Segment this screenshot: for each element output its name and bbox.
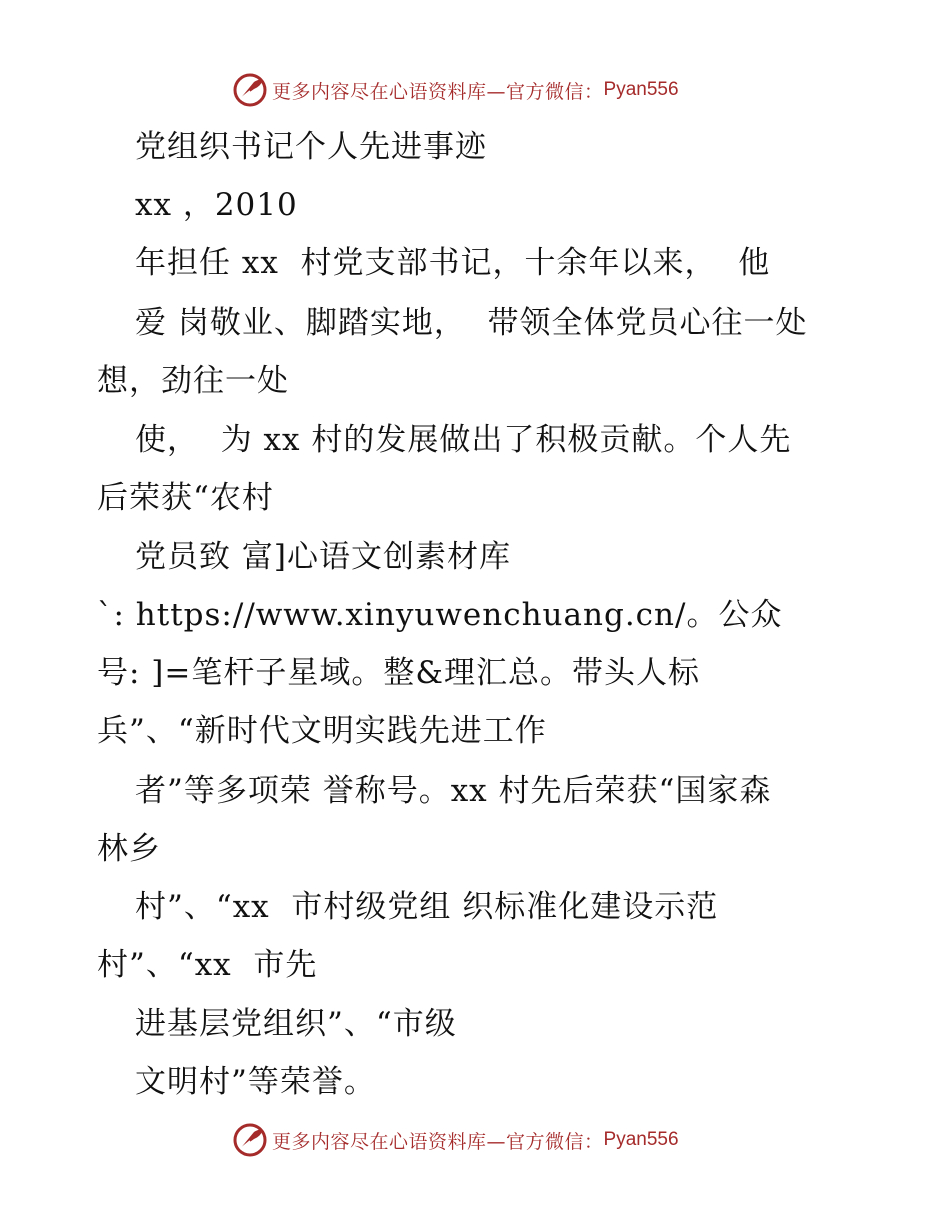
body-line: xx ，2010 — [135, 187, 298, 223]
body-line: 想，劲往一处 — [97, 363, 289, 399]
watermark-wechat-id: Pyan556 — [603, 1129, 679, 1150]
body-line: 使， 为 xx 村的发展做出了积极贡献。个人先 — [135, 422, 792, 458]
body-line: 村”、“xx 市先 — [97, 947, 318, 983]
body-line: 后荣获“农村 — [97, 480, 274, 516]
body-line: `: https://www.xinyuwenchuang.cn/。公众 — [97, 597, 783, 633]
body-line: 年担任 xx 村党支部书记，十余年以来， 他 — [135, 245, 771, 281]
footer-watermark — [232, 1120, 732, 1160]
watermark-text: 更多内容尽在心语资料库—官方微信： — [272, 1130, 604, 1153]
body-line: 党员致 富]心语文创素材库 — [135, 539, 511, 575]
body-line: 兵”、“新时代文明实践先进工作 — [97, 713, 547, 749]
watermark-text: 更多内容尽在心语资料库—官方微信： — [272, 80, 604, 103]
body-line: 进基层党组织”、“市级 — [135, 1006, 457, 1042]
body-line: 爱 岗敬业、脚踏实地， 带领全体党员心往一处 — [135, 305, 808, 341]
watermark-wechat-id: Pyan556 — [603, 79, 679, 100]
document-title: 党组织书记个人先进事迹 — [135, 129, 487, 165]
body-line: 文明村”等荣誉。 — [135, 1064, 376, 1100]
body-line: 林乡 — [97, 831, 161, 867]
quill-logo-icon — [232, 1122, 268, 1158]
body-line: 号: ]=笔杆子星域。整&理汇总。带头人标 — [97, 655, 700, 691]
quill-logo-icon — [232, 72, 268, 108]
body-line: 者”等多项荣 誉称号。xx 村先后荣获“国家森 — [135, 773, 772, 809]
body-line: 村”、“xx 市村级党组 织标准化建设示范 — [135, 889, 719, 925]
header-watermark — [232, 70, 732, 110]
